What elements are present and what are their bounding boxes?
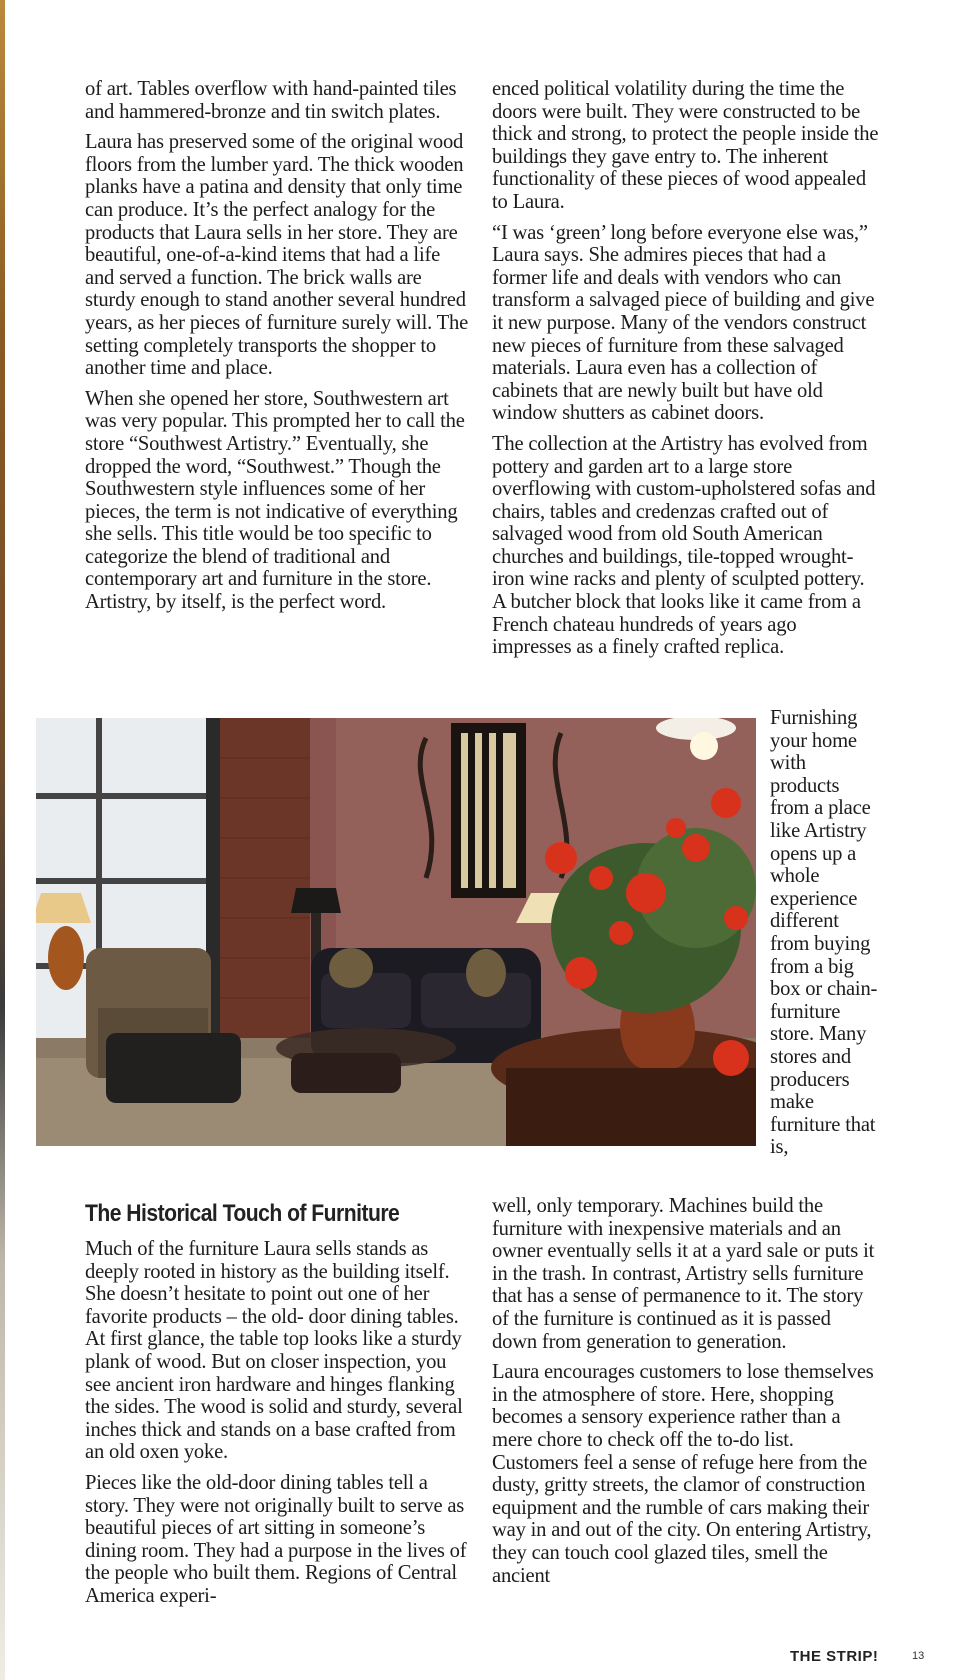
paragraph: Laura has preserved some of the original wood floors from the lumber yard. The thick wooden planks have a patina and density that only time can produce. It’s the perfect analogy for the products that Laura sells in her store. They are beautiful, one-of-a-kind items that had a life and served a function. The brick walls are sturdy enough to stand another several hundred years, as her pieces of furniture surely will. The setting completely transports the shopper to another time and place.: [85, 131, 469, 380]
paragraph: “I was ‘green’ long before everyone else was,” Laura says. She admires pieces that had a former life and deals with vendors who can transform a salvaged piece of building and give it new purpose. Many of the vendors construct new pieces of furniture from these salvaged materials. Laura even has a collection of cabinets that are newly built but have old window shutters as cabinet doors.: [492, 221, 875, 425]
paragraph: enced political volatility during the time the doors were built. They were constructed to be thick and strong, to protect the people inside the buildings they gave entry to. The inherent functionality of these pieces of wood appealed to Laura.: [492, 78, 879, 213]
section-heading: The Historical Touch of Furniture: [85, 1200, 400, 1227]
article-side-column: [770, 707, 880, 1167]
paragraph: of art. Tables overflow with hand-painted tiles and hammered-bronze and tin switch plates.: [85, 78, 457, 123]
article-column-right-bottom: [492, 1195, 880, 1595]
paragraph: When she opened her store, Southwestern art was very popular. This prompted her to call the store “Southwest Artistry.” Eventually, she dropped the word, “Southwest.” Though the Southwestern style influences some of her pieces, the term is not indicative of everything she sells. This title would be too specific to categorize the blend of traditional and contemporary art and furniture in the store. Artistry, by itself, is the perfect word.: [85, 387, 465, 614]
paragraph: Much of the furniture Laura sells stands as deeply rooted in history as the building itself. She doesn’t hesitate to point out one of her favorite products – the old- door dining tables. At first glance, the table top looks like a sturdy plank of wood. But on closer inspection, you see ancient iron hardware and hinges flanking the sides. The wood is solid and sturdy, several inches thick and stands on a base crafted from an old oxen yoke.: [85, 1238, 463, 1464]
article-column-left-bottom: [85, 1238, 470, 1616]
furniture-showroom-photo: [36, 718, 756, 1146]
page-edge-strip: [0, 0, 5, 1680]
article-column-left-top: [85, 78, 470, 622]
page-number: 13: [912, 1650, 925, 1662]
paragraph: The collection at the Artistry has evolved from pottery and garden art to a large store overflowing with custom-upholstered sofas and chairs, tables and credenzas crafted out of salvaged wood from old South American churches and buildings, tile-topped wrought-iron wine racks and plenty of sculpted pottery. A butcher block that looks like it came from a French chateau hundreds of years ago impresses as a finely crafted replica.: [492, 432, 876, 659]
paragraph: Pieces like the old-door dining tables tell a story. They were not originally built to serve as beautiful pieces of art sitting in someone’s dining room. They had a purpose in the lives of the people who built them. Regions of Central America experi-: [85, 1471, 467, 1607]
article-column-right-top: [492, 78, 880, 667]
photo-ottoman: [106, 1033, 241, 1103]
paragraph: well, only temporary. Machines build the furniture with inexpensive materials and an owner eventually sells it at a yard sale or puts it in the trash. In contrast, Artistry sells furniture that has a sense of permanence to it. The story of the furniture is continued as it is passed down from generation to generation.: [492, 1195, 875, 1353]
magazine-logo: THE STRIP!: [790, 1648, 879, 1665]
paragraph: Furnishing your home with products from a place like Artistry opens up a whole experience different from buying from a big box or chain-furniture store. Many stores and producers make furniture that is,: [770, 707, 878, 1159]
paragraph: Laura encourages customers to lose themselves in the atmosphere of store. Here, shopping becomes a sensory experience rather than a mere chore to check off the to-do list. Customers feel a sense of refuge here from the dusty, gritty streets, the clamor of construction equipment and the rumble of cars making their way in and out of the city. On entering Artistry, they can touch cool glazed tiles, smell the ancient: [492, 1361, 874, 1587]
